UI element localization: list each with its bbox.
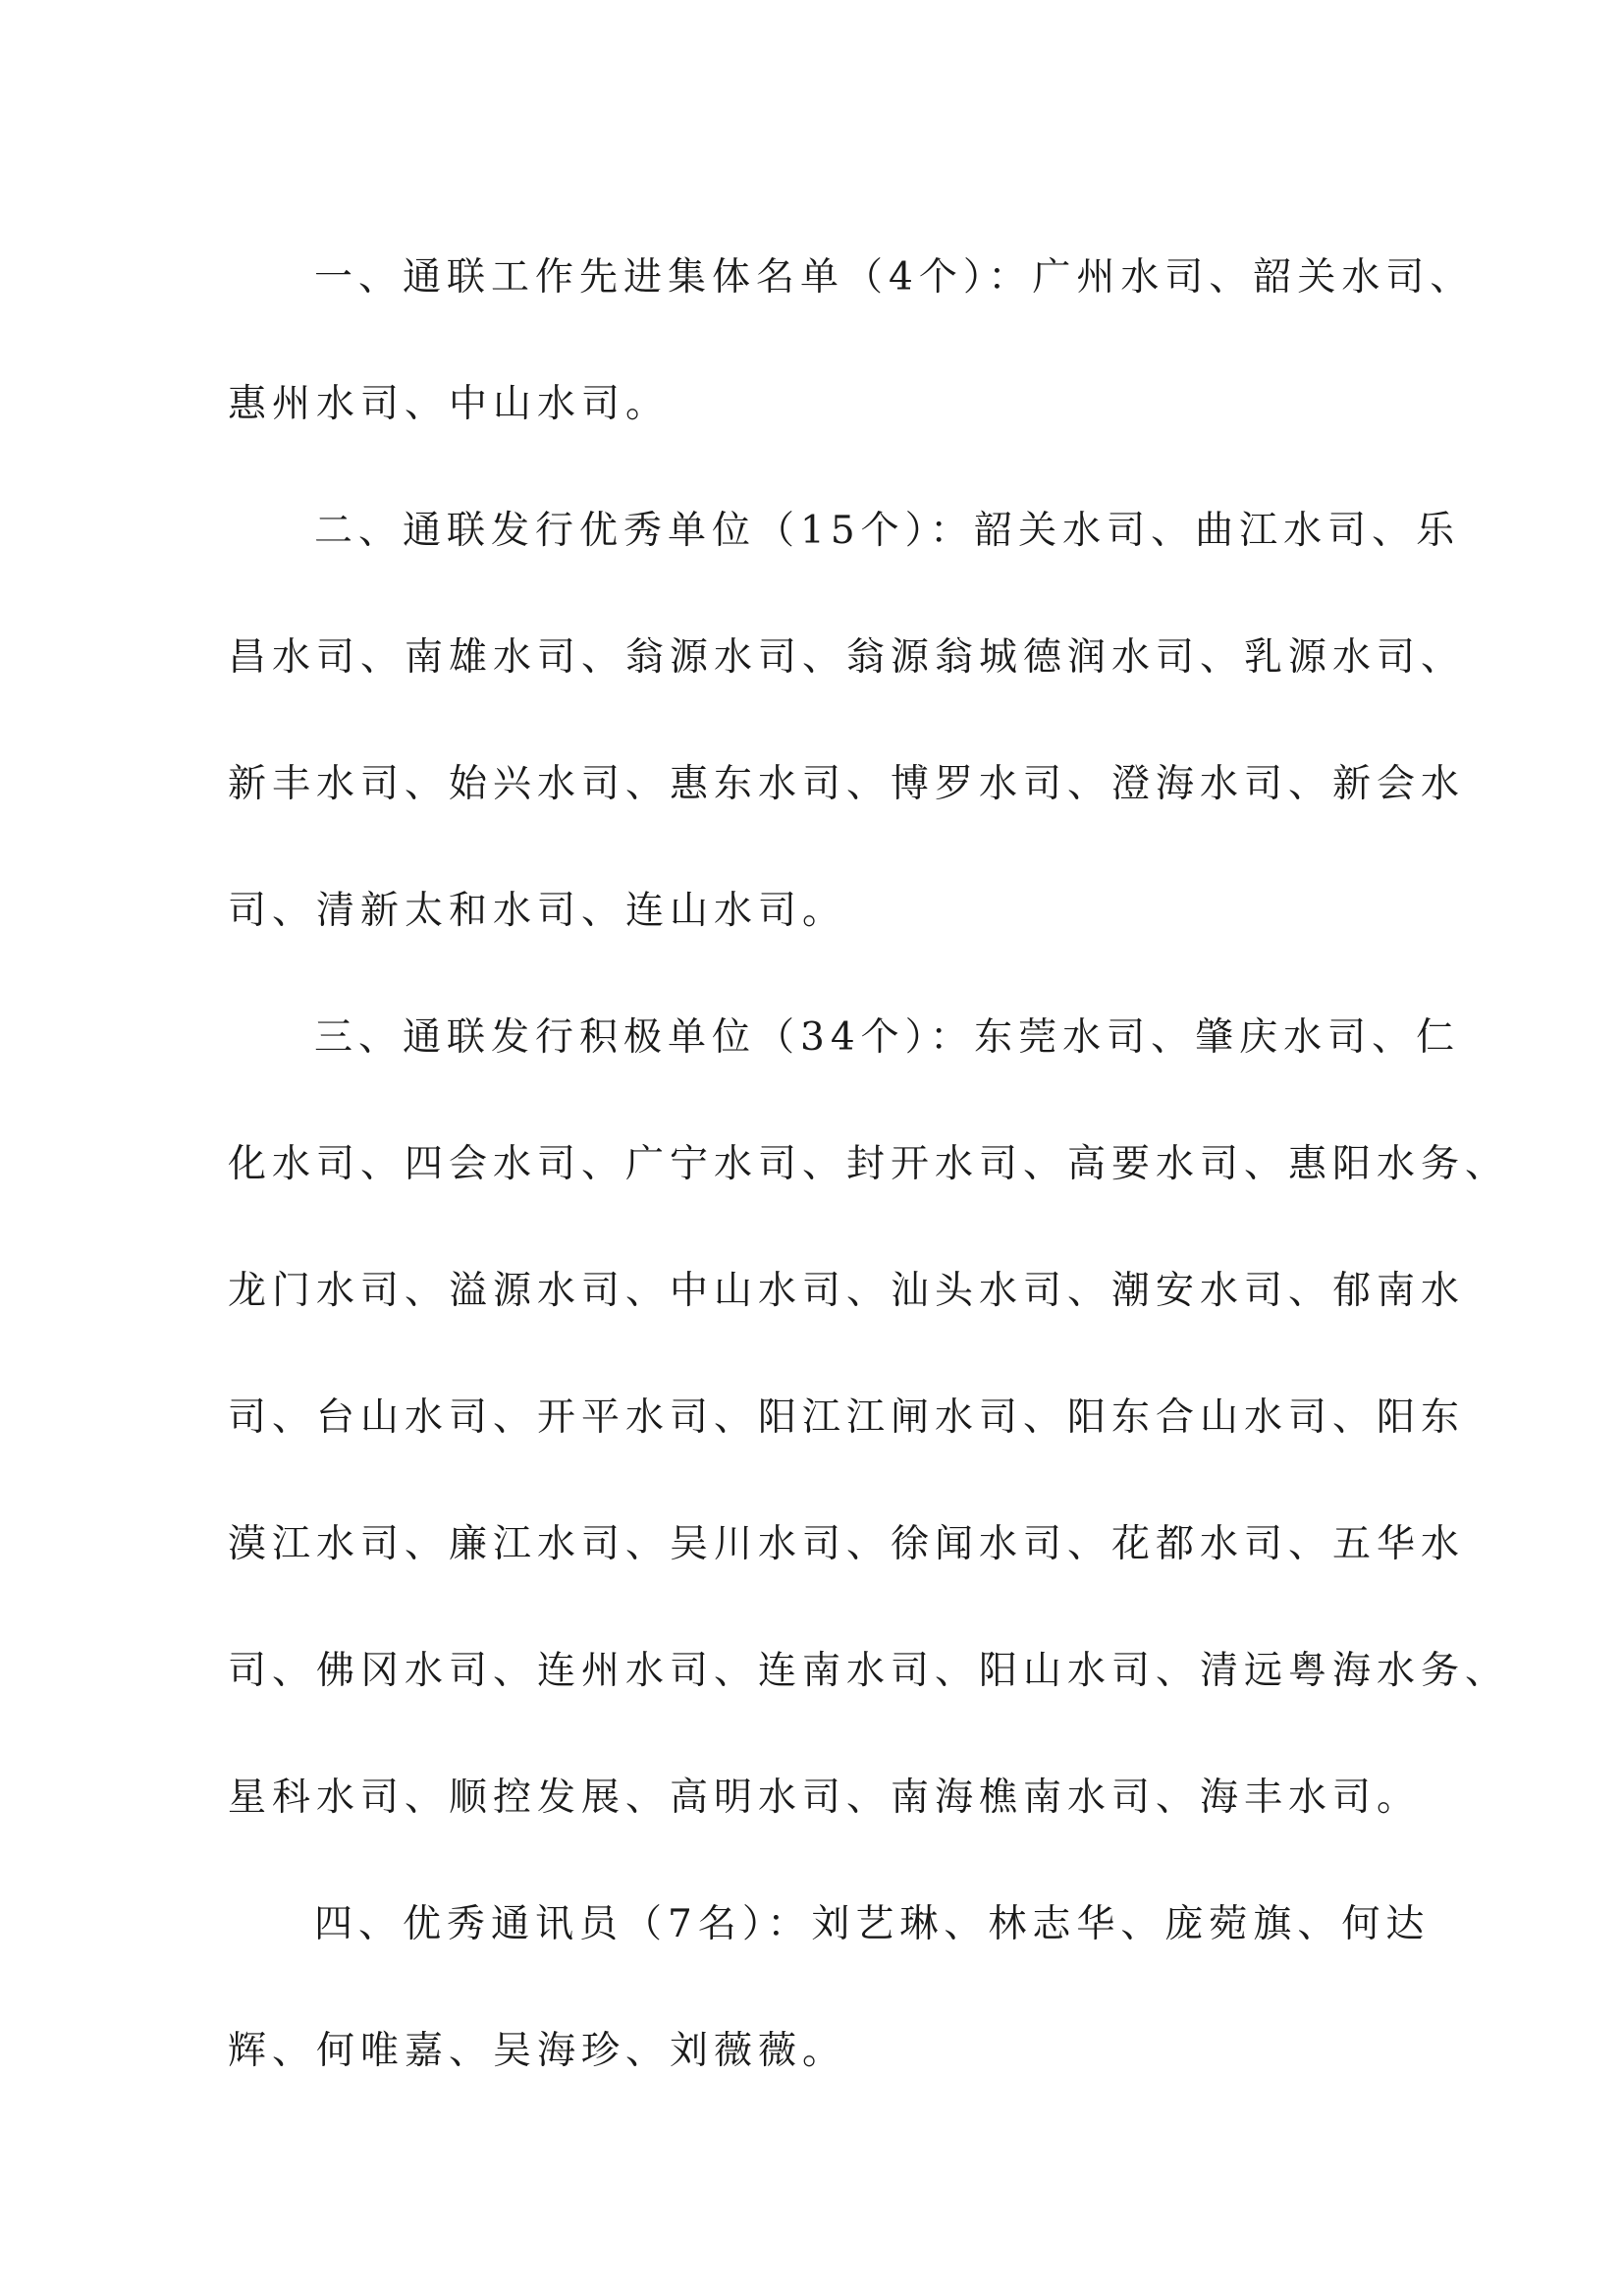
paragraph-line: 四、优秀通讯员（7名）：刘艺琳、林志华、庞菀旗、何达 [314, 1902, 1431, 1946]
paragraph-line: 惠州水司、中山水司。 [228, 382, 671, 426]
paragraph-line: 一、通联工作先进集体名单（4个）：广州水司、韶关水司、 [314, 255, 1475, 300]
document-body [228, 255, 1510, 2158]
paragraph-line: 司、佛冈水司、连州水司、连南水司、阳山水司、清远粤海水务、 [228, 1649, 1510, 1693]
section-excellent-units [228, 509, 1466, 933]
paragraph-line: 新丰水司、始兴水司、惠东水司、博罗水司、澄海水司、新会水 [228, 762, 1466, 806]
paragraph-line: 昌水司、南雄水司、翁源水司、翁源翁城德润水司、乳源水司、 [228, 635, 1466, 680]
section-advanced-collectives [228, 255, 1475, 426]
paragraph-line: 三、通联发行积极单位（34个）：东莞水司、肇庆水司、仁 [314, 1015, 1461, 1060]
paragraph-line: 漠江水司、廉江水司、吴川水司、徐闻水司、花都水司、五华水 [228, 1522, 1466, 1566]
paragraph-line: 辉、何唯嘉、吴海珍、刘薇薇。 [228, 2029, 847, 2073]
paragraph-line: 星科水司、顺控发展、高明水司、南海樵南水司、海丰水司。 [228, 1776, 1422, 1820]
paragraph-line: 司、台山水司、开平水司、阳江江闸水司、阳东合山水司、阳东 [228, 1395, 1466, 1440]
paragraph-line: 二、通联发行优秀单位（15个）：韶关水司、曲江水司、乐 [314, 509, 1461, 553]
section-active-units [228, 1015, 1510, 1820]
section-excellent-correspondents [228, 1904, 1441, 2071]
paragraph-line: 司、清新太和水司、连山水司。 [228, 889, 847, 933]
paragraph-line: 龙门水司、溢源水司、中山水司、汕头水司、潮安水司、郁南水 [228, 1269, 1466, 1313]
paragraph-line: 化水司、四会水司、广宁水司、封开水司、高要水司、惠阳水务、 [228, 1142, 1510, 1186]
